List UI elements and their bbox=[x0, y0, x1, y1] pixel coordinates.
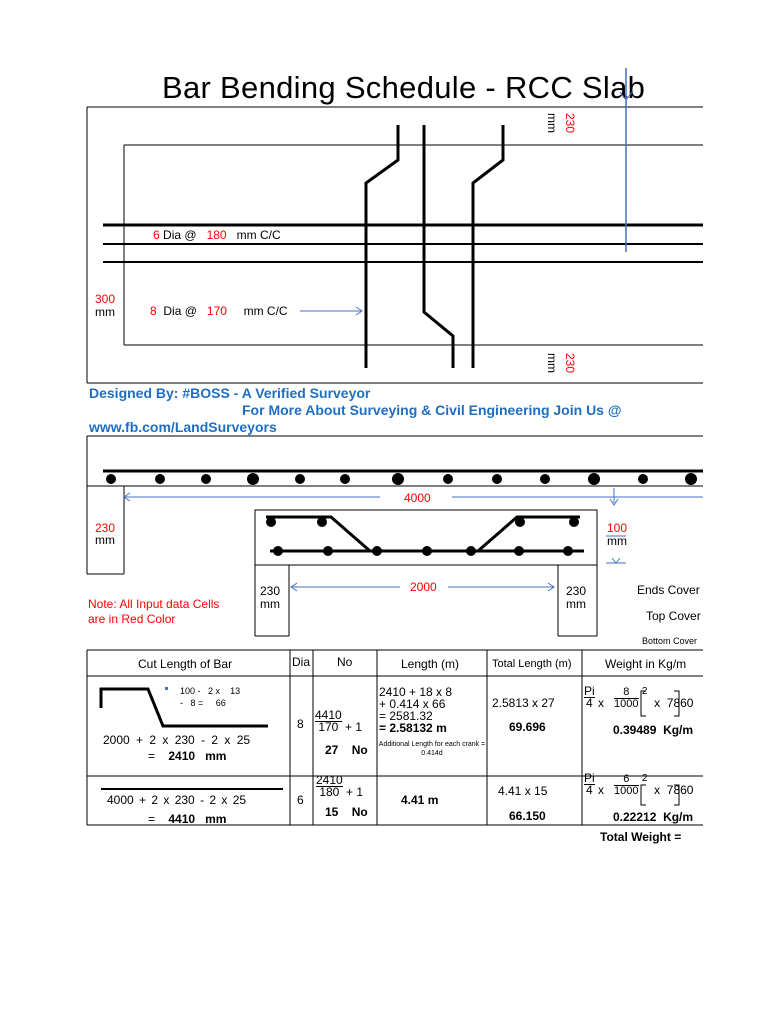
cover-100: 100 bbox=[607, 521, 628, 535]
cranked-bar-2 bbox=[424, 125, 453, 368]
cranked-bar-1 bbox=[366, 125, 398, 368]
support-230-right-unit: mm bbox=[566, 597, 586, 611]
slab-thickness-unit: mm bbox=[95, 305, 115, 319]
row1-length-note: Additional Length for each crank = 0.414d bbox=[378, 741, 486, 757]
header-length: Length (m) bbox=[401, 657, 460, 671]
dim-230-top-unit: mm bbox=[545, 113, 559, 133]
row2-no-value: 15 No bbox=[325, 805, 368, 819]
dim-230-top: 230 bbox=[563, 113, 577, 134]
row2-no-fraction: $\frac{2410}{180}$ + 1 bbox=[316, 773, 364, 799]
ends-cover-label: Ends Cover bbox=[637, 583, 700, 597]
left-230: 230 bbox=[95, 521, 116, 535]
header-no: No bbox=[337, 655, 353, 669]
dim-230-bottom: 230 bbox=[563, 353, 577, 374]
main-bar-label: 8 Dia @ 170 mm C/C bbox=[150, 304, 288, 318]
slab-thickness-value: 300 bbox=[95, 292, 116, 306]
row1-weight-value: 0.39489 Kg/m bbox=[613, 723, 694, 737]
row2-total-value: 66.150 bbox=[509, 809, 546, 823]
support-230-left: 230 bbox=[260, 584, 281, 598]
designed-by: Designed By: #BOSS - A Verified Surveyor bbox=[89, 385, 371, 401]
row2-total-calc: 4.41 x 15 bbox=[498, 784, 548, 798]
more-about: For More About Surveying & Civil Engineering Join Us @ bbox=[242, 402, 622, 418]
header-dia: Dia bbox=[292, 655, 311, 669]
row2-weight-formula: $\frac{Pi}{4}$ x $\frac{6}{1000}$ $^2$ x 7860 bbox=[584, 771, 694, 797]
row1-cut-formula: 2000 + 2 x 230 - 2 x 25 bbox=[103, 733, 251, 747]
row1-total-calc: 2.5813 x 27 bbox=[492, 696, 555, 710]
dist-bar-label: 6 Dia @ 180 mm C/C bbox=[153, 228, 281, 242]
row1-no-value: 27 No bbox=[325, 743, 368, 757]
section-top-bar-dots bbox=[106, 473, 697, 485]
support-230-right: 230 bbox=[566, 584, 587, 598]
cranked-bar-3 bbox=[473, 125, 503, 368]
dim-230-bottom-unit: mm bbox=[545, 353, 559, 373]
crank-calc-line2: - 8 = 66 bbox=[180, 698, 226, 708]
row2-cut-result: = 4410 mm bbox=[148, 812, 227, 826]
support-230-left-unit: mm bbox=[260, 597, 280, 611]
header-total-length: Total Length (m) bbox=[492, 658, 572, 670]
header-weight: Weight in Kg/m bbox=[605, 657, 687, 671]
fb-link[interactable]: www.fb.com/LandSurveyors bbox=[89, 419, 277, 435]
row1-length-calc: 2410 + 18 x 8 + 0.414 x 66 = 2581.32 = 2.58132 m bbox=[379, 685, 453, 735]
bottom-cover-label: Bottom Cover bbox=[642, 636, 698, 646]
span-4000: 4000 bbox=[404, 491, 431, 505]
cover-100-unit: mm bbox=[607, 534, 627, 548]
span-2000: 2000 bbox=[410, 580, 437, 594]
left-230-unit: mm bbox=[95, 533, 115, 547]
top-cover-label: Top Cover bbox=[646, 609, 701, 623]
row2-length: 4.41 m bbox=[401, 793, 439, 807]
crank-calc-line1: 100 - 2 x 13 bbox=[180, 686, 241, 696]
row2-cut-formula: 4000 + 2 x 230 - 2 x 25 bbox=[107, 793, 247, 807]
header-cut-length: Cut Length of Bar bbox=[138, 657, 233, 671]
row2-dia: 6 bbox=[297, 793, 304, 807]
input-note: Note: All Input data Cells are in Red Color bbox=[88, 597, 220, 626]
page-title: Bar Bending Schedule - RCC Slab bbox=[162, 70, 646, 105]
row1-weight-formula: $\frac{Pi}{4}$ x $\frac{8}{1000}$ $^2$ x 7860 bbox=[584, 684, 694, 710]
row1-dia: 8 bbox=[297, 717, 304, 731]
total-weight-label: Total Weight = bbox=[600, 830, 682, 844]
row1-cut-result: = 2410 mm bbox=[148, 749, 227, 763]
row2-weight-value: 0.22212 Kg/m bbox=[613, 810, 694, 824]
row1-no-fraction: $\frac{4410}{170}$ + 1 bbox=[315, 708, 363, 734]
row1-total-value: 69.696 bbox=[509, 720, 546, 734]
